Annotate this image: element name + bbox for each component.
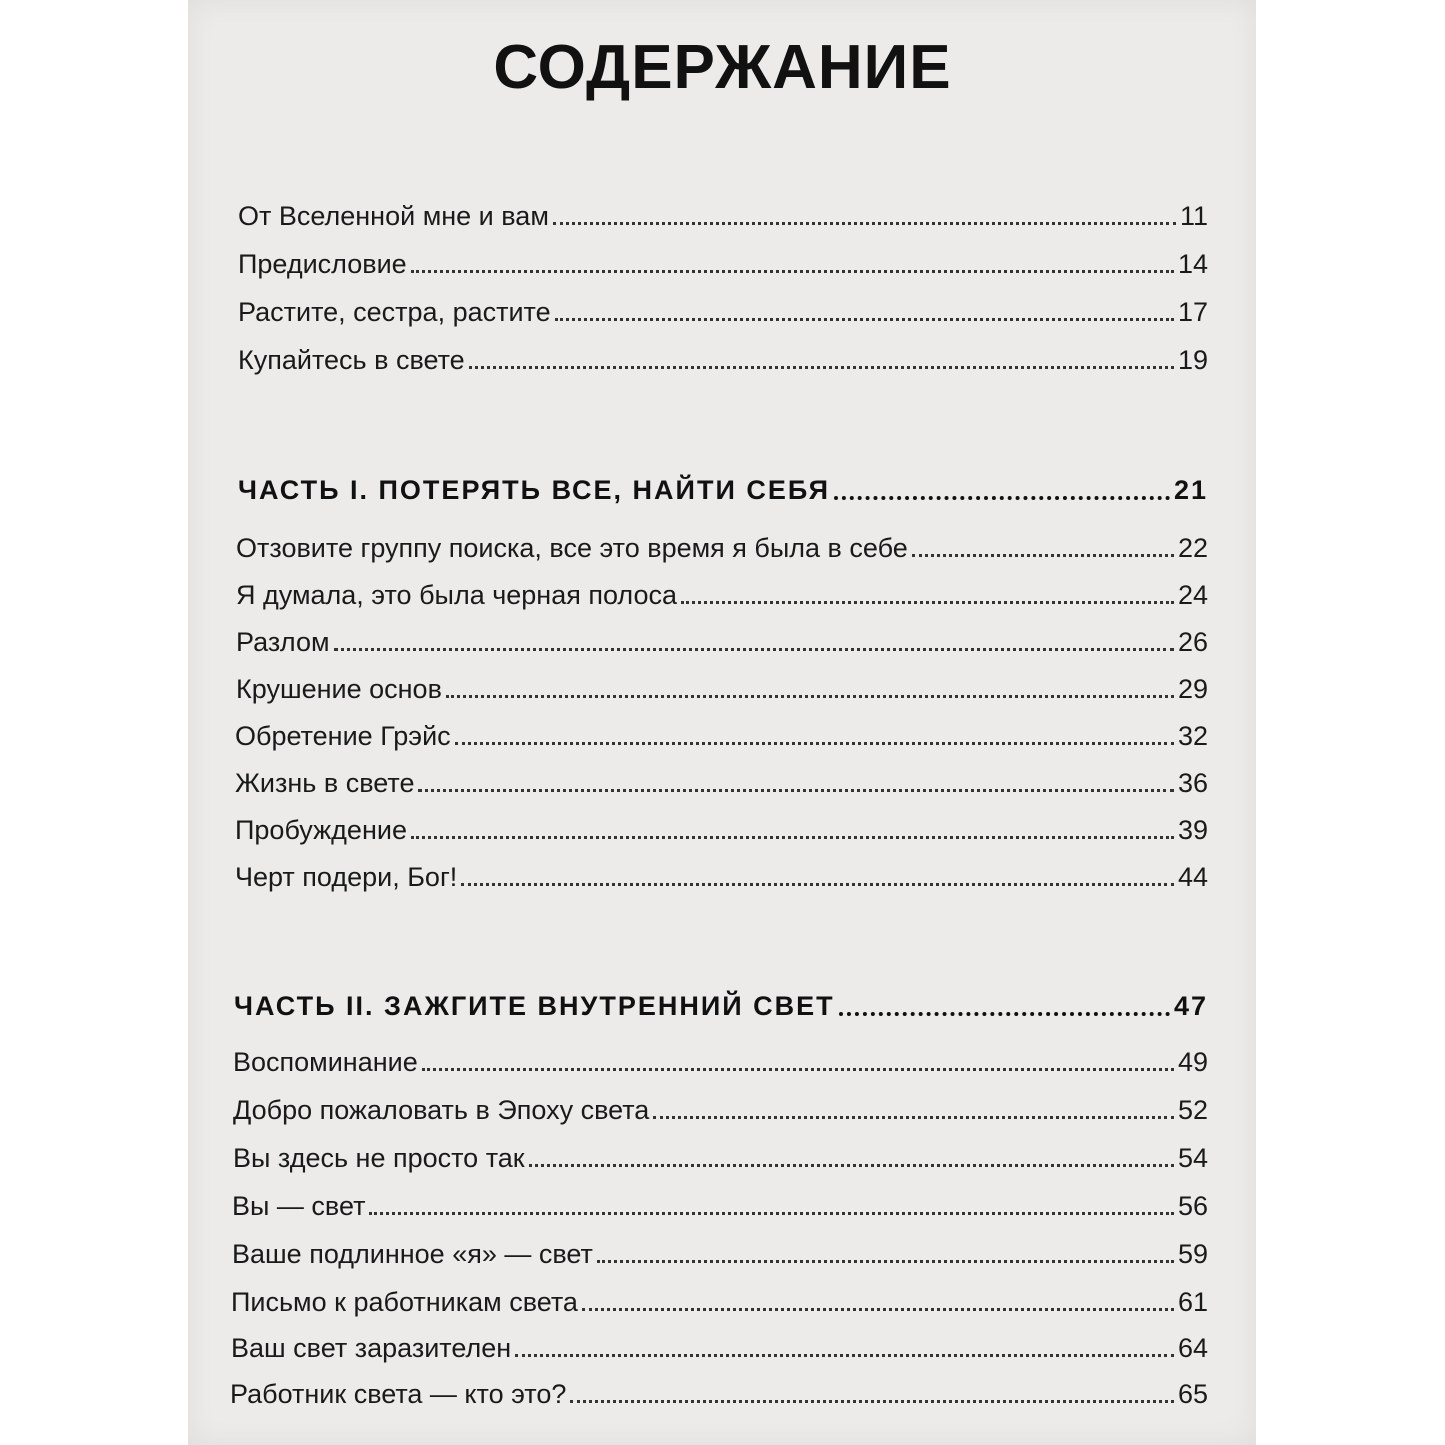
toc-entry-page: 11 — [1179, 201, 1208, 231]
toc-entry — [238, 240, 1208, 280]
toc-entry-title: Купайтесь в свете — [238, 345, 465, 375]
toc-entry-page: 61 — [1177, 1287, 1208, 1317]
dot-leader — [515, 1354, 1174, 1357]
dot-leader — [582, 1308, 1174, 1311]
toc-entry-title: Отзовите группу поиска, все это время я была в себе — [236, 533, 908, 563]
toc-entry-page: 26 — [1177, 627, 1208, 657]
toc-entry-page: 52 — [1177, 1095, 1208, 1125]
toc-entry-title: Воспоминание — [233, 1047, 418, 1077]
toc-entry-title: Вы здесь не просто так — [233, 1143, 525, 1173]
dot-leader — [411, 836, 1174, 839]
toc-entry-page: 22 — [1177, 533, 1208, 563]
toc-part-heading — [238, 466, 1208, 506]
toc-part-page: 21 — [1173, 475, 1208, 505]
toc-entry — [238, 336, 1208, 376]
toc-entry-title: Я думала, это была черная полоса — [236, 580, 677, 610]
toc-entry — [232, 1230, 1208, 1270]
dot-leader — [455, 742, 1174, 745]
toc-entry — [235, 853, 1208, 893]
toc-entry-page: 49 — [1177, 1047, 1208, 1077]
toc-entry-title: Вы — свет — [232, 1191, 366, 1221]
dot-leader — [461, 883, 1174, 886]
dot-leader — [446, 695, 1174, 698]
toc-entry-page: 17 — [1177, 297, 1208, 327]
toc-entry-page: 39 — [1177, 815, 1208, 845]
dot-leader — [555, 318, 1174, 321]
toc-entry-title: Пробуждение — [235, 815, 407, 845]
toc-entry — [231, 1278, 1208, 1318]
toc-entry — [230, 1370, 1208, 1410]
dot-leader — [418, 789, 1173, 792]
dot-leader — [334, 648, 1174, 651]
dot-leader — [681, 601, 1174, 604]
toc-entry-title: Крушение основ — [236, 674, 442, 704]
dot-leader — [529, 1164, 1174, 1167]
toc-entry-title: Разлом — [236, 627, 330, 657]
toc-entry-title: Растите, сестра, растите — [238, 297, 551, 327]
dot-leader — [369, 1212, 1174, 1215]
toc-entry-page: 24 — [1177, 580, 1208, 610]
toc-entry-title: От Вселенной мне и вам — [238, 201, 549, 231]
dot-leader — [469, 366, 1174, 369]
toc-entry — [238, 288, 1208, 328]
toc-entry — [233, 1086, 1208, 1126]
toc-part-heading — [234, 982, 1208, 1022]
toc-entry-page: 29 — [1177, 674, 1208, 704]
dot-leader — [570, 1400, 1174, 1403]
dot-leader — [834, 496, 1170, 500]
toc-entry — [233, 1038, 1208, 1078]
toc-part-title: ЧАСТЬ I. ПОТЕРЯТЬ ВСЕ, НАЙТИ СЕБЯ — [238, 475, 831, 505]
toc-entry — [231, 1324, 1208, 1364]
page-title: СОДЕРЖАНИЕ — [493, 33, 952, 102]
toc-entry-title: Черт подери, Бог! — [235, 862, 458, 892]
toc-entry-title: Работник света — кто это? — [230, 1379, 567, 1409]
toc-entry-title: Предисловие — [238, 249, 407, 279]
toc-entry-page: 64 — [1177, 1333, 1208, 1363]
toc-entry-page: 19 — [1177, 345, 1208, 375]
toc-entry-title: Ваш свет заразителен — [231, 1333, 512, 1363]
toc-entry — [236, 618, 1208, 658]
toc-entry-page: 44 — [1177, 862, 1208, 892]
toc-entry-page: 59 — [1177, 1239, 1208, 1269]
dot-leader — [912, 554, 1174, 557]
toc-entry — [238, 192, 1208, 232]
toc-entry — [236, 524, 1208, 564]
dot-leader — [411, 270, 1174, 273]
toc-entry — [236, 571, 1208, 611]
dot-leader — [422, 1068, 1174, 1071]
toc-entry-title: Добро пожаловать в Эпоху света — [233, 1095, 650, 1125]
toc-entry-page: 32 — [1177, 721, 1208, 751]
dot-leader — [597, 1260, 1174, 1263]
dot-leader — [553, 222, 1176, 225]
toc-entry — [236, 665, 1208, 705]
toc-entry-page: 65 — [1177, 1379, 1208, 1409]
toc-entry-title: Обретение Грэйс — [235, 721, 451, 751]
toc-part-page: 47 — [1173, 991, 1208, 1021]
toc-entry — [232, 1182, 1208, 1222]
dot-leader — [653, 1116, 1174, 1119]
toc-entry-page: 54 — [1177, 1143, 1208, 1173]
toc-entry — [235, 759, 1208, 799]
dot-leader — [839, 1012, 1170, 1016]
toc-entry-page: 14 — [1177, 249, 1208, 279]
toc-entry — [235, 712, 1208, 752]
toc-entry-title: Письмо к работникам света — [231, 1287, 578, 1317]
toc-entry-page: 56 — [1177, 1191, 1208, 1221]
toc-entry-title: Жизнь в свете — [235, 768, 415, 798]
toc-entry — [233, 1134, 1208, 1174]
toc-entry-title: Ваше подлинное «я» — свет — [232, 1239, 593, 1269]
toc-part-title: ЧАСТЬ II. ЗАЖГИТЕ ВНУТРЕННИЙ СВЕТ — [234, 991, 835, 1021]
toc-entry — [235, 806, 1208, 846]
toc-entry-page: 36 — [1177, 768, 1208, 798]
